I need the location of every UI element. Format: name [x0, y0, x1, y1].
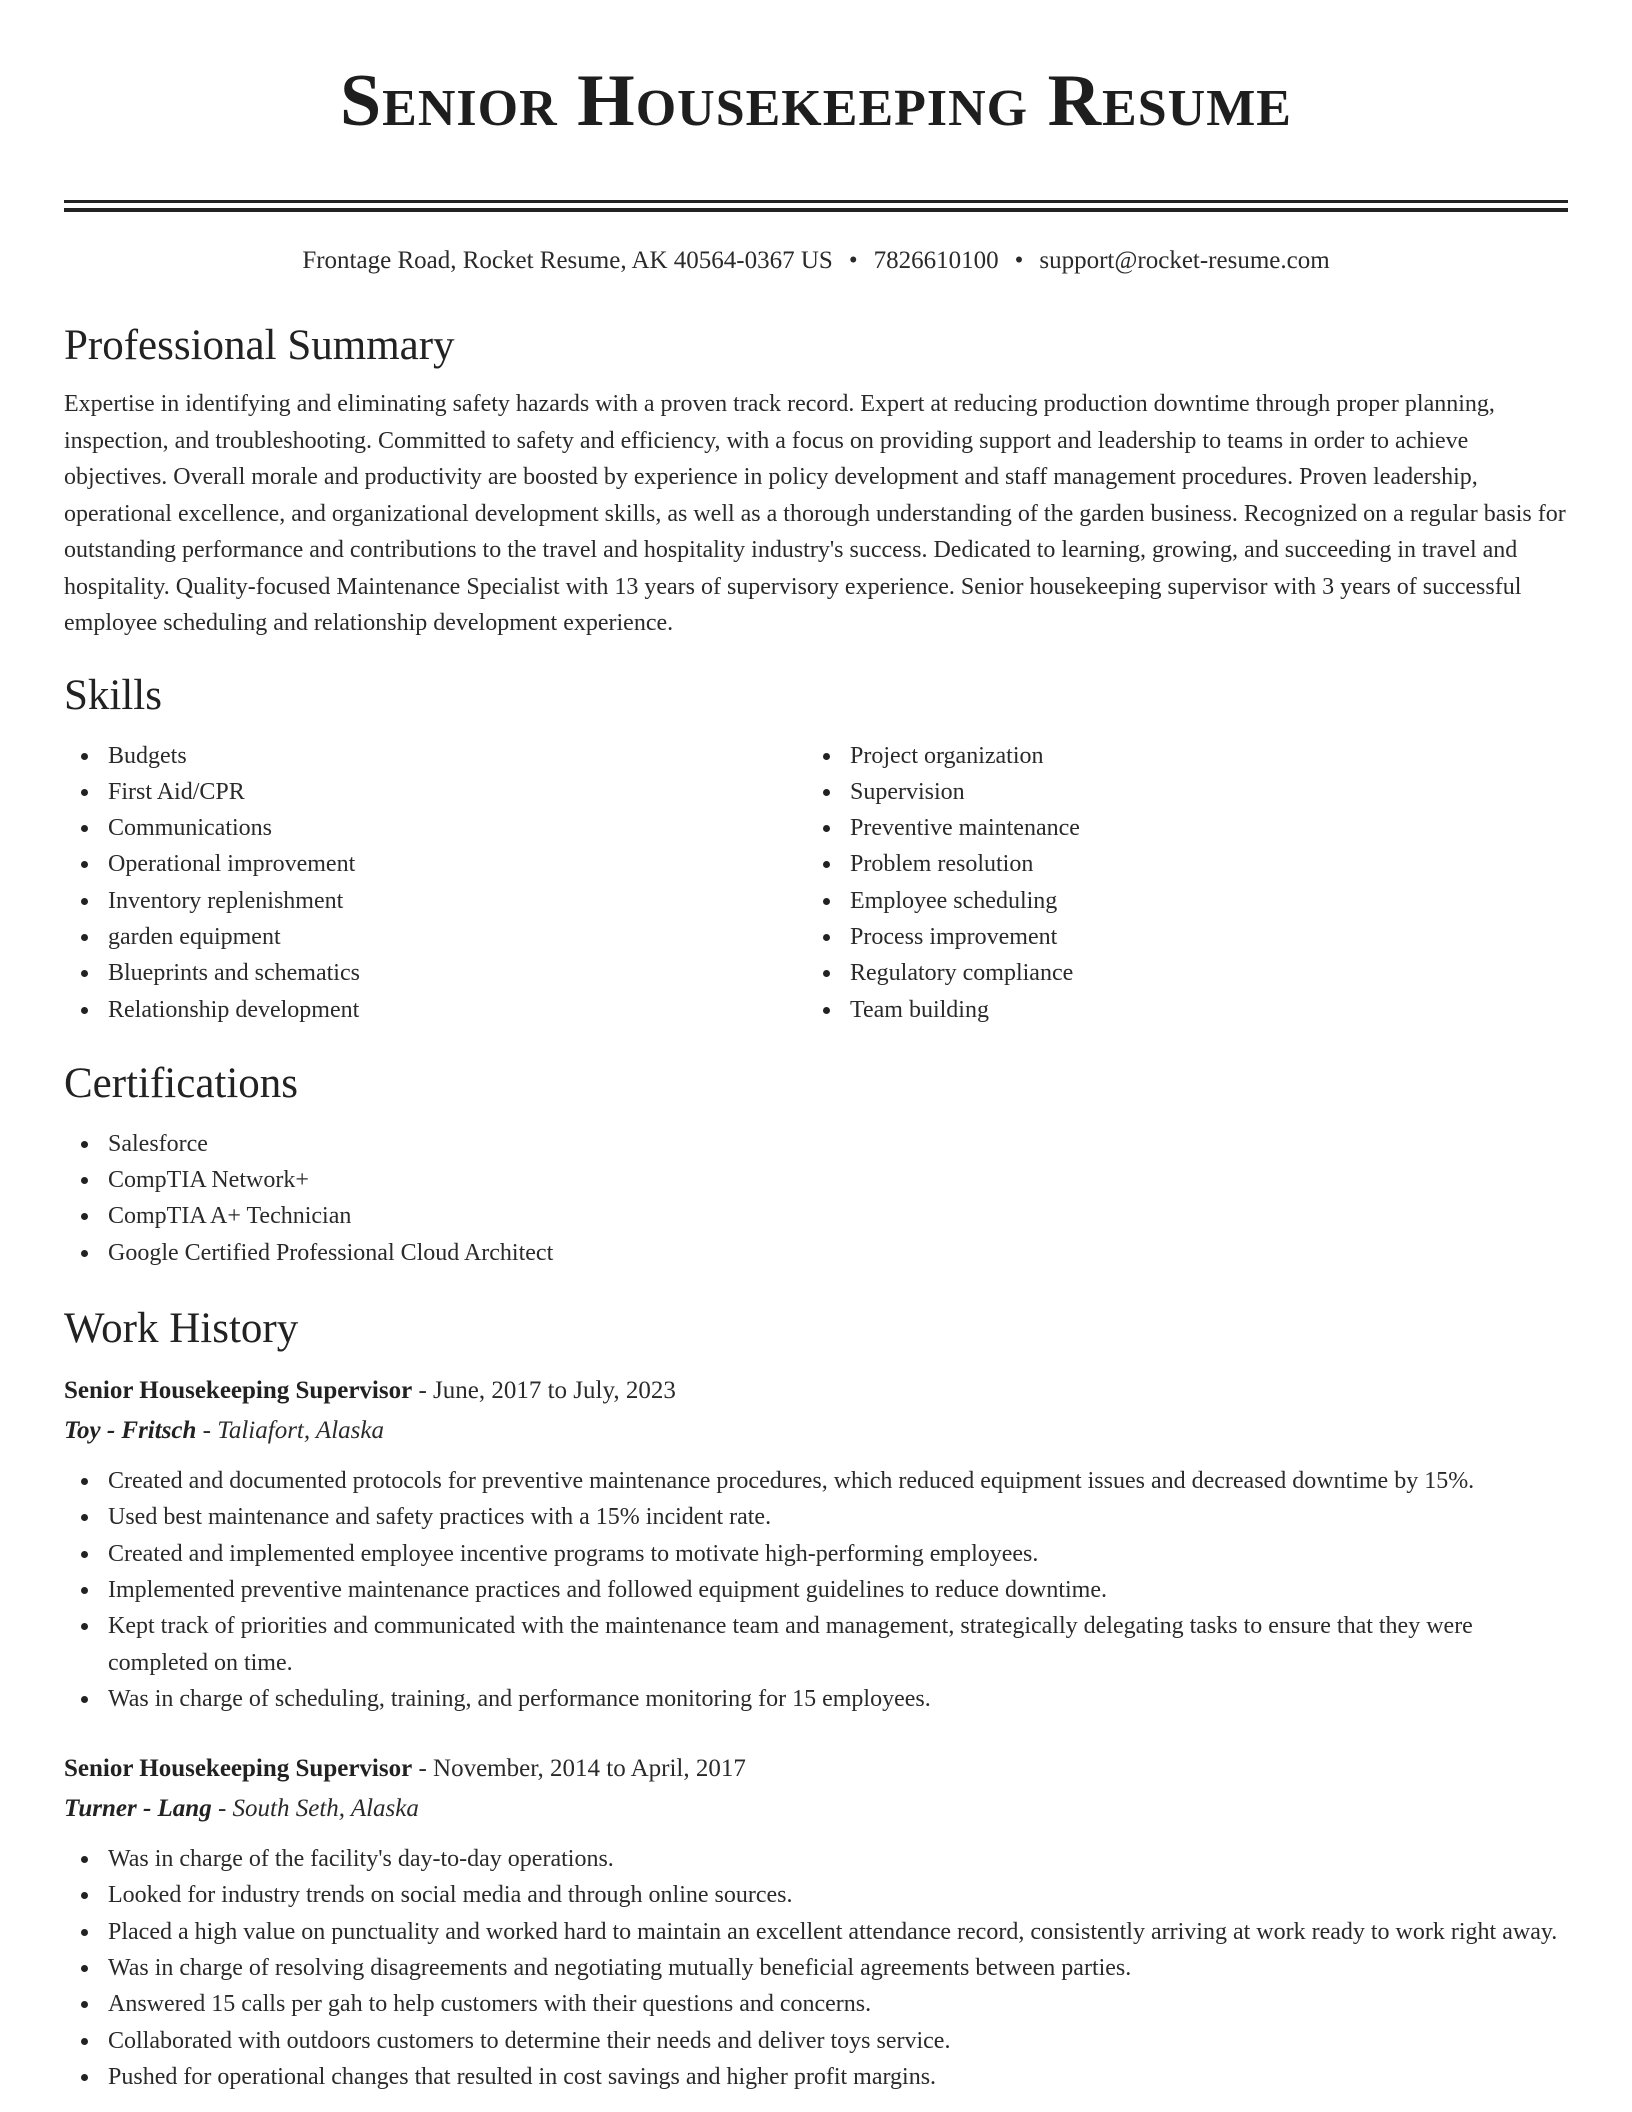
- job-location: - Taliafort, Alaska: [202, 1417, 384, 1445]
- duty-item: Created and documented protocols for preventive maintenance procedures, which reduced equipment issues and decreased downtime by 15%.: [64, 1463, 1568, 1499]
- duty-item: Answered 15 calls per gah to help customers with their questions and concerns.: [64, 1986, 1568, 2022]
- duty-item: Pushed for operational changes that resulted in cost savings and higher profit margins.: [64, 2059, 1568, 2095]
- professional-summary-section: [64, 320, 1568, 642]
- job-title: Senior Housekeeping Supervisor: [64, 1755, 413, 1783]
- skill-item: Supervision: [806, 774, 1548, 810]
- certifications-section: [64, 1058, 1568, 1271]
- job-entry: [64, 1371, 1568, 1717]
- duty-item: Kept track of priorities and communicated with the maintenance team and management, strategically delegating tasks to ensure that they were completed on time.: [64, 1608, 1568, 1681]
- skill-item: Budgets: [64, 738, 806, 774]
- skill-item: Communications: [64, 810, 806, 846]
- duty-item: Collaborated with outdoors customers to determine their needs and deliver toys service.: [64, 2023, 1568, 2059]
- job-dates: - November, 2014 to April, 2017: [418, 1755, 746, 1783]
- skills-list-left: [64, 738, 806, 1028]
- skill-item: Employee scheduling: [806, 883, 1548, 919]
- job-dates: - June, 2017 to July, 2023: [418, 1377, 676, 1405]
- contact-separator: •: [1014, 247, 1024, 274]
- contact-line: [64, 244, 1568, 278]
- skill-item: Preventive maintenance: [806, 810, 1548, 846]
- certification-item: CompTIA A+ Technician: [64, 1198, 1568, 1234]
- contact-address: Frontage Road, Rocket Resume, AK 40564-0367 US: [302, 247, 833, 274]
- job-company-line: [64, 1789, 1568, 1829]
- section-heading-work-history: Work History: [64, 1305, 299, 1353]
- work-history-section: [64, 1303, 1568, 2095]
- section-heading-skills: Skills: [64, 671, 162, 719]
- resume-title: Senior Housekeeping Resume: [340, 60, 1292, 142]
- certifications-list: [64, 1126, 1568, 1271]
- duty-item: Placed a high value on punctuality and worked hard to maintain an excellent attendance record, consistently arriving at work ready to work right away.: [64, 1914, 1568, 1950]
- title-double-rule: [64, 200, 1568, 212]
- job-entry: [64, 1749, 1568, 2095]
- skill-item: First Aid/CPR: [64, 774, 806, 810]
- skill-item: Team building: [806, 992, 1548, 1028]
- resume-page: [64, 0, 1568, 2095]
- job-title-line: [64, 1749, 1568, 1789]
- skills-section: [64, 670, 1568, 1028]
- section-heading-certifications: Certifications: [64, 1059, 299, 1107]
- contact-separator: •: [848, 247, 858, 274]
- skill-item: Relationship development: [64, 992, 806, 1028]
- job-company: Toy - Fritsch: [64, 1417, 197, 1445]
- skill-item: Blueprints and schematics: [64, 955, 806, 991]
- duty-item: Was in charge of scheduling, training, and performance monitoring for 15 employees.: [64, 1681, 1568, 1717]
- duty-item: Was in charge of resolving disagreements and negotiating mutually beneficial agreements between parties.: [64, 1950, 1568, 1986]
- section-heading-summary: Professional Summary: [64, 322, 455, 369]
- skill-item: Operational improvement: [64, 846, 806, 882]
- job-title: Senior Housekeeping Supervisor: [64, 1377, 413, 1405]
- duty-item: Was in charge of the facility's day-to-day operations.: [64, 1841, 1568, 1877]
- contact-email: support@rocket-resume.com: [1039, 247, 1330, 274]
- skill-item: Inventory replenishment: [64, 883, 806, 919]
- skill-item: Problem resolution: [806, 846, 1548, 882]
- job-title-line: [64, 1371, 1568, 1411]
- duty-item: Implemented preventive maintenance practices and followed equipment guidelines to reduce downtime.: [64, 1572, 1568, 1608]
- job-company-line: [64, 1411, 1568, 1451]
- skills-columns: [64, 738, 1568, 1028]
- job-duties-list: [64, 1841, 1568, 2095]
- contact-phone: 7826610100: [873, 247, 999, 274]
- skills-list-right: [806, 738, 1548, 1028]
- certification-item: Google Certified Professional Cloud Architect: [64, 1235, 1568, 1271]
- certification-item: Salesforce: [64, 1126, 1568, 1162]
- skill-item: Process improvement: [806, 919, 1548, 955]
- job-location: - South Seth, Alaska: [217, 1795, 419, 1823]
- duty-item: Looked for industry trends on social media and through online sources.: [64, 1877, 1568, 1913]
- skill-item: Regulatory compliance: [806, 955, 1548, 991]
- skill-item: Project organization: [806, 738, 1548, 774]
- skill-item: garden equipment: [64, 919, 806, 955]
- job-company: Turner - Lang: [64, 1795, 212, 1823]
- certification-item: CompTIA Network+: [64, 1162, 1568, 1198]
- duty-item: Created and implemented employee incentive programs to motivate high-performing employees.: [64, 1536, 1568, 1572]
- duty-item: Used best maintenance and safety practices with a 15% incident rate.: [64, 1499, 1568, 1535]
- job-duties-list: [64, 1463, 1568, 1717]
- summary-text: Expertise in identifying and eliminating safety hazards with a proven track record. Expert at reducing production downtime through proper planning, inspection, and troubleshooting. Committed to safety and efficiency, with a focus on providing support and leadership to teams in order to achieve objectives. Overall morale and productivity are boosted by experience in policy development and staff management procedures. Proven leadership, operational excellence, and organizational development skills, as well as a thorough understanding of the garden business. Recognized on a regular basis for outstanding performance and contributions to the travel and hospitality industry's success. Dedicated to learning, growing, and succeeding in travel and hospitality. Quality-focused Maintenance Specialist with 13 years of supervisory experience. Senior housekeeping supervisor with 3 years of successful employee scheduling and relationship development experience.: [64, 391, 1566, 636]
